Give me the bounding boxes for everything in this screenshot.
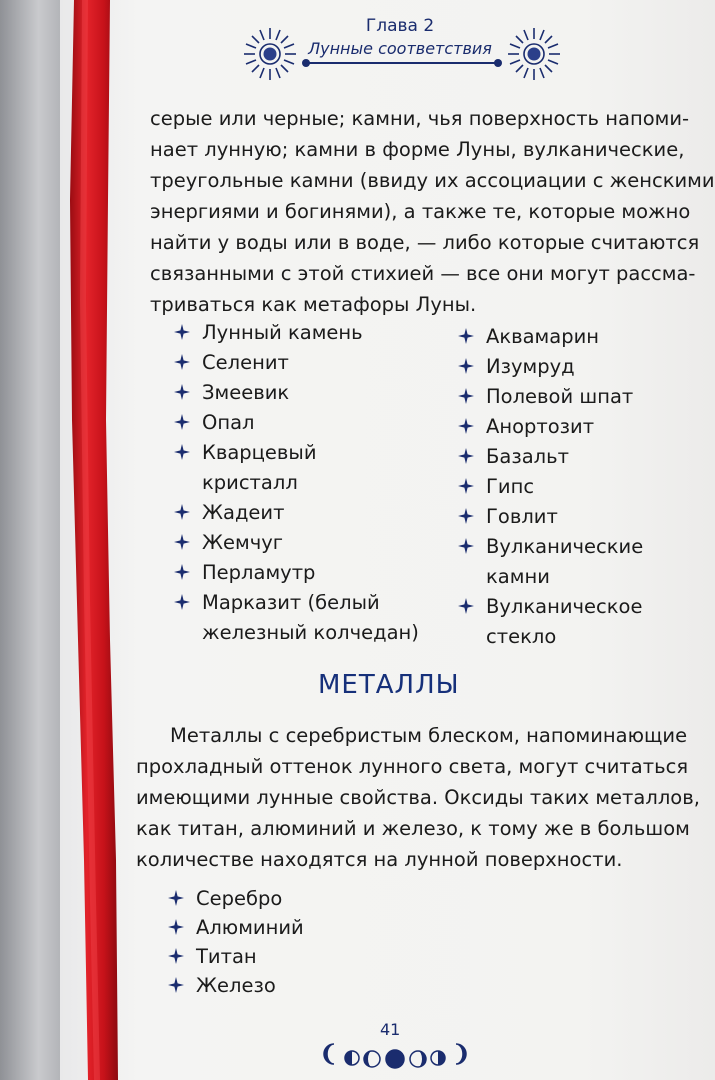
list-item xyxy=(174,378,419,408)
four-point-star-icon xyxy=(174,534,190,550)
list-item xyxy=(458,592,643,652)
four-point-star-icon xyxy=(458,538,474,554)
four-point-star-icon xyxy=(174,594,190,610)
four-point-star-icon xyxy=(174,384,190,400)
four-point-star-icon xyxy=(174,444,190,460)
four-point-star-icon xyxy=(458,598,474,614)
text-line: прохладный оттенок лунного света, могут считаться xyxy=(136,755,689,778)
text-line: триваться как метафоры Луны. xyxy=(150,293,477,316)
list-item xyxy=(458,502,643,532)
sun-icon xyxy=(504,24,564,84)
list-item-text: камни xyxy=(486,565,550,588)
header-line-dot-right xyxy=(494,59,502,67)
list-item xyxy=(174,408,419,438)
section-title-metals: МЕТАЛЛЫ xyxy=(318,670,460,700)
list-item-text: Вулканические xyxy=(486,535,644,558)
list-item-text: кристалл xyxy=(202,471,298,494)
text-line: как титан, алюминий и железо, к тому же в большом xyxy=(136,817,690,840)
list-item-text: Жадеит xyxy=(202,501,285,524)
metals-list xyxy=(168,884,304,1000)
metals-paragraph xyxy=(136,720,700,875)
bookmark-ribbon xyxy=(48,0,118,1080)
list-item-text: Селенит xyxy=(202,351,289,374)
list-item-text: Лунный камень xyxy=(202,321,363,344)
list-item xyxy=(168,884,304,913)
list-item-text: Полевой шпат xyxy=(486,385,634,408)
page-number: 41 xyxy=(380,1020,401,1039)
list-item-text: железный колчедан) xyxy=(202,621,419,644)
four-point-star-icon xyxy=(174,504,190,520)
text-line: треугольные камни (ввиду их ассоциации с женскими xyxy=(150,169,715,192)
list-item-text: Гипс xyxy=(486,475,535,498)
four-point-star-icon xyxy=(174,564,190,580)
four-point-star-icon xyxy=(168,890,184,906)
list-item-text: Вулканическое xyxy=(486,595,643,618)
list-item xyxy=(174,558,419,588)
list-item xyxy=(168,971,304,1000)
list-item xyxy=(174,318,419,348)
text-line: связанными с этой стихией — все они могут рассма- xyxy=(150,262,696,285)
intro-paragraph xyxy=(150,103,715,320)
list-item-text: Змеевик xyxy=(202,381,290,404)
list-item xyxy=(174,588,419,648)
list-item-text: Серебро xyxy=(196,887,283,910)
list-item xyxy=(174,438,419,498)
list-item-text: Жемчуг xyxy=(202,531,284,554)
four-point-star-icon xyxy=(168,919,184,935)
list-item xyxy=(168,913,304,942)
four-point-star-icon xyxy=(174,324,190,340)
list-item xyxy=(174,528,419,558)
list-item xyxy=(458,532,643,592)
four-point-star-icon xyxy=(174,354,190,370)
list-item-text: Железо xyxy=(196,974,276,997)
list-item-text: Говлит xyxy=(486,505,558,528)
four-point-star-icon xyxy=(458,358,474,374)
four-point-star-icon xyxy=(458,478,474,494)
four-point-star-icon xyxy=(458,418,474,434)
list-item xyxy=(458,442,643,472)
list-item xyxy=(458,322,643,352)
list-item xyxy=(174,498,419,528)
running-header xyxy=(240,6,560,76)
text-line: количестве находятся на лунной поверхности. xyxy=(136,848,623,871)
four-point-star-icon xyxy=(458,388,474,404)
stones-list-right xyxy=(458,322,643,652)
four-point-star-icon xyxy=(458,328,474,344)
list-item xyxy=(174,348,419,378)
text-line: энергиями и богинями), а также те, которые можно xyxy=(150,200,691,223)
text-line: Металлы с серебристым блеском, напоминающие xyxy=(170,724,688,747)
list-item-text: Алюминий xyxy=(196,916,304,939)
list-item xyxy=(458,472,643,502)
list-item-text: стекло xyxy=(486,625,557,648)
stones-list-left xyxy=(174,318,419,648)
list-item-text: Базальт xyxy=(486,445,569,468)
text-line: найти у воды или в воде, — либо которые считаются xyxy=(150,231,700,254)
list-item-text: Перламутр xyxy=(202,561,316,584)
four-point-star-icon xyxy=(174,414,190,430)
four-point-star-icon xyxy=(168,977,184,993)
chapter-number: Глава 2 xyxy=(365,16,435,36)
list-item-text: Кварцевый xyxy=(202,441,317,464)
list-item xyxy=(458,382,643,412)
list-item xyxy=(458,352,643,382)
text-line: нает лунную; камни в форме Луны, вулканические, xyxy=(150,138,685,161)
chapter-title: Лунные соответствия xyxy=(308,39,492,58)
four-point-star-icon xyxy=(458,508,474,524)
text-line: серые или черные; камни, чья поверхность напоми- xyxy=(150,107,690,130)
list-item-text: Анортозит xyxy=(486,415,595,438)
four-point-star-icon xyxy=(168,948,184,964)
list-item-text: Титан xyxy=(196,945,257,968)
list-item-text: Аквамарин xyxy=(486,325,600,348)
list-item-text: Изумруд xyxy=(486,355,575,378)
moon-phases-icon xyxy=(320,1036,470,1072)
header-rule xyxy=(306,62,496,64)
list-item-text: Опал xyxy=(202,411,255,434)
list-item xyxy=(458,412,643,442)
text-line: имеющими лунные свойства. Оксиды таких металлов, xyxy=(136,786,700,809)
four-point-star-icon xyxy=(458,448,474,464)
list-item-text: Марказит (белый xyxy=(202,591,380,614)
list-item xyxy=(168,942,304,971)
